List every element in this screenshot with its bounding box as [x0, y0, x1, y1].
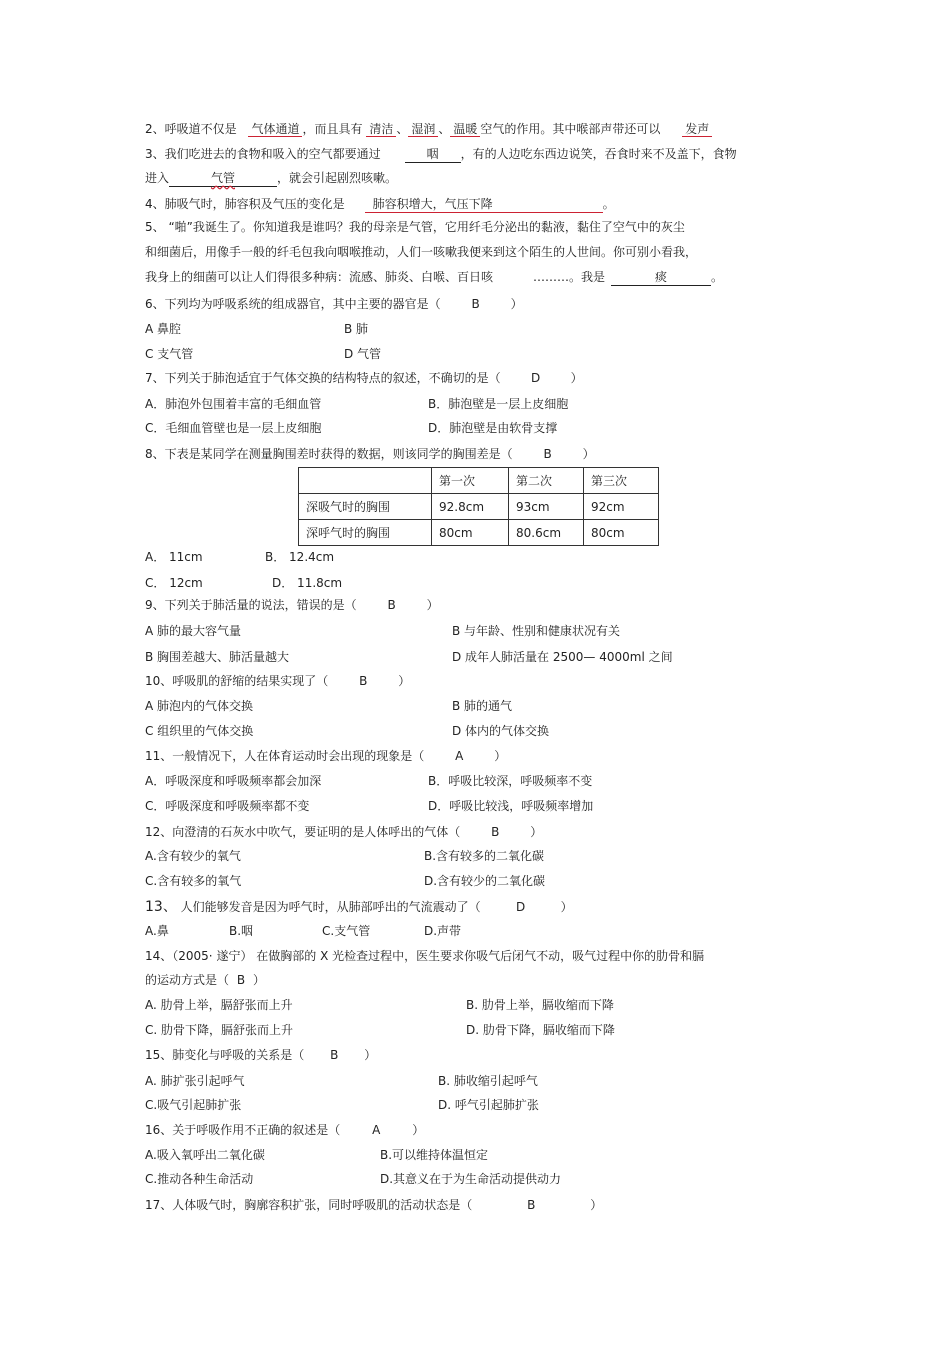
q3-answer-1: 咽: [405, 146, 461, 163]
table-header-cell: 第三次: [584, 468, 659, 494]
q15-option-a: A. 肺扩张引起呼气: [145, 1074, 245, 1088]
q13-close: ）: [560, 900, 573, 914]
q4-answer: 肺容积增大，气压下降: [365, 196, 603, 213]
q6-close: ）: [510, 297, 523, 311]
q14-text: 的运动方式是（: [145, 973, 230, 987]
q17-stem-text: 17、人体吸气时，胸廓容积扩张，同时呼吸肌的活动状态是（: [145, 1198, 473, 1212]
q7-option-d: D．肺泡壁是由软骨支撑: [428, 421, 558, 435]
q12-stem-text: 12、向澄清的石灰水中吹气，要证明的是人体呼出的气体（: [145, 825, 461, 839]
q7-close: ）: [570, 371, 583, 385]
q8-answer: B: [543, 447, 552, 461]
q10-option-d: D 体内的气体交换: [452, 724, 550, 738]
q3-text: 3、我们吃进去的食物和吸入的空气都要通过: [145, 147, 381, 161]
q16-option-b: B.可以维持体温恒定: [380, 1148, 489, 1162]
q10-option-b: B 肺的通气: [452, 699, 513, 713]
q2-answer-2: 清洁: [366, 122, 396, 137]
q3-answer-2: [169, 170, 277, 187]
q3-text: 进入: [145, 171, 170, 185]
q11-stem-text: 11、一般情况下，人在体育运动时会出现的现象是（: [145, 749, 425, 763]
q16-option-a: A.吸入氧呼出二氧化碳: [145, 1148, 265, 1162]
q8-option-c: C． 12cm: [145, 576, 203, 590]
table-header-cell: 第一次: [432, 468, 509, 494]
q13-number: 13、: [145, 899, 177, 915]
q14-answer: B: [236, 973, 246, 987]
q16-stem-text: 16、关于呼吸作用不正确的叙述是（: [145, 1123, 341, 1137]
q6-option-a: A 鼻腔: [145, 322, 182, 336]
q7-answer: D: [531, 371, 541, 385]
q10-stem-text: 10、呼吸肌的舒缩的结果实现了（: [145, 674, 329, 688]
q16-option-d: D.其意义在于为生命活动提供动力: [380, 1172, 562, 1186]
question-5-line-2: 和细菌后，用像手一般的纤毛包我向咽喉推动，人们一咳嗽我便来到这个陌生的人世间。你可别小看我，: [145, 245, 698, 259]
q11-option-b: B．呼吸比较深，呼吸频率不变: [428, 774, 593, 788]
q15-option-b: B. 肺收缩引起呼气: [438, 1074, 538, 1088]
question-8-stem: [145, 446, 595, 462]
q9-option-d: D 成年人肺活量在 2500— 4000ml 之间: [452, 650, 673, 664]
question-15-stem: [145, 1047, 376, 1063]
q14-option-b: B. 肋骨上举，膈收缩而下降: [466, 998, 614, 1012]
q6-option-b: B 肺: [344, 322, 369, 336]
question-13-stem: [145, 899, 573, 915]
q2-answer-4: 温暖: [450, 122, 480, 137]
table-cell: 深呼气时的胸围: [299, 520, 432, 546]
q17-close: ）: [590, 1198, 603, 1212]
q11-answer: A: [455, 749, 464, 763]
q10-close: ）: [398, 674, 411, 688]
q2-answer-3: 湿润: [408, 122, 438, 137]
q9-option-b: B 与年龄、性别和健康状况有关: [452, 624, 621, 638]
q2-text: ，而且具有: [302, 122, 363, 136]
q16-option-c: C.推动各种生命活动: [145, 1172, 254, 1186]
q8-option-a: A． 11cm: [145, 550, 203, 564]
q8-close: ）: [582, 447, 595, 461]
q14-option-d: D. 肋骨下降，膈收缩而下降: [466, 1023, 615, 1037]
q4-text: 4、肺吸气时，肺容积及气压的变化是: [145, 197, 345, 211]
question-9-stem: [145, 597, 439, 613]
question-2: [145, 121, 712, 137]
question-11-stem: [145, 748, 506, 764]
q8-option-b: B． 12.4cm: [265, 550, 335, 564]
chest-measurement-table: [298, 467, 659, 546]
q6-option-d: D 气管: [344, 347, 382, 361]
q14-close: ）: [253, 973, 266, 987]
table-cell: 92cm: [584, 494, 659, 520]
question-14-line-1: 14、（2005· 遂宁） 在做胸部的 X 光检查过程中，医生要求你吸气后闭气不动，吸气过程中你的肋骨和膈: [145, 949, 705, 963]
q12-option-d: D.含有较少的二氧化碳: [424, 874, 546, 888]
q11-option-d: D．呼吸比较浅，呼吸频率增加: [428, 799, 594, 813]
q13-option-c: C.支气管: [322, 924, 371, 938]
q15-close: ）: [364, 1048, 377, 1062]
question-7-stem: [145, 370, 583, 386]
q7-option-c: C．毛细血管壁也是一层上皮细胞: [145, 421, 322, 435]
q9-stem-text: 9、下列关于肺活量的说法，错误的是（: [145, 598, 357, 612]
table-cell: 80cm: [584, 520, 659, 546]
q2-sep: 、: [396, 122, 409, 136]
table-cell: 深吸气时的胸围: [299, 494, 432, 520]
table-header-cell: [299, 468, 432, 494]
q11-close: ）: [494, 749, 507, 763]
q2-text: 2、呼吸道不仅是: [145, 122, 237, 136]
q11-option-a: A．呼吸深度和呼吸频率都会加深: [145, 774, 322, 788]
table-row: [299, 520, 659, 546]
q13-stem-text: 人们能够发音是因为呼气时，从肺部呼出的气流震动了（: [180, 900, 481, 914]
q15-stem-text: 15、肺变化与呼吸的关系是（: [145, 1048, 305, 1062]
q16-close: ）: [412, 1123, 425, 1137]
question-6-stem: [145, 296, 523, 312]
q4-text: 。: [602, 197, 615, 211]
q15-answer: B: [330, 1048, 339, 1062]
q7-stem-text: 7、下列关于肺泡适宜于气体交换的结构特点的叙述，不确切的是（: [145, 371, 501, 385]
question-17-stem: [145, 1197, 602, 1213]
question-5-line-1: 5、 “啪”我诞生了。你知道我是谁吗？我的母亲是气管，它用纤毛分泌出的黏液，黏住了空气中的灰尘: [145, 220, 685, 234]
q9-close: ）: [426, 598, 439, 612]
q3-answer-2-text: 气管: [211, 171, 236, 185]
q12-answer: B: [491, 825, 500, 839]
q14-option-a: A. 肋骨上举，膈舒张而上升: [145, 998, 293, 1012]
q6-answer: B: [471, 297, 480, 311]
q15-option-d: D. 呼气引起肺扩张: [438, 1098, 539, 1112]
q2-answer-5: 发声: [682, 122, 712, 137]
table-header-cell: 第二次: [509, 468, 584, 494]
q3-text: ，就会引起剧烈咳嗽。: [277, 171, 398, 185]
question-5-line-3: [145, 269, 723, 286]
q5-dots: ………: [533, 270, 570, 284]
question-16-stem: [145, 1122, 424, 1138]
q12-option-b: B.含有较多的二氧化碳: [424, 849, 545, 863]
q12-option-a: A.含有较少的氧气: [145, 849, 241, 863]
table-row: [299, 494, 659, 520]
table-cell: 80cm: [432, 520, 509, 546]
q13-option-b: B.咽: [229, 924, 254, 938]
question-4: [145, 196, 615, 213]
table-cell: 92.8cm: [432, 494, 509, 520]
q12-option-c: C.含有较多的氧气: [145, 874, 242, 888]
q5-text: 。: [711, 270, 724, 284]
q9-option-a: A 肺的最大容气量: [145, 624, 242, 638]
q7-option-b: B．肺泡壁是一层上皮细胞: [428, 397, 569, 411]
q6-stem-text: 6、下列均为呼吸系统的组成器官，其中主要的器官是（: [145, 297, 441, 311]
table-cell: 80.6cm: [509, 520, 584, 546]
q5-text: 。我是: [569, 270, 606, 284]
q2-sep: 、: [438, 122, 451, 136]
q8-stem-text: 8、下表是某同学在测量胸围差时获得的数据，则该同学的胸围差是（: [145, 447, 513, 461]
q10-option-a: A 肺泡内的气体交换: [145, 699, 254, 713]
question-10-stem: [145, 673, 410, 689]
q2-answer-1: 气体通道: [248, 122, 302, 137]
q13-option-a: A.鼻: [145, 924, 169, 938]
q2-text: 空气的作用。其中喉部声带还可以: [480, 122, 661, 136]
q5-answer: 痰: [611, 269, 711, 286]
q10-option-c: C 组织里的气体交换: [145, 724, 254, 738]
q16-answer: A: [372, 1123, 381, 1137]
q7-option-a: A．肺泡外包围着丰富的毛细血管: [145, 397, 322, 411]
table-cell: 93cm: [509, 494, 584, 520]
q6-option-c: C 支气管: [145, 347, 194, 361]
question-12-stem: [145, 824, 542, 840]
q12-close: ）: [530, 825, 543, 839]
q3-text: ，有的人边吃东西边说笑，吞食时来不及盖下，食物: [460, 147, 737, 161]
question-3-line-1: [145, 146, 737, 163]
q13-answer: D: [516, 900, 526, 914]
q9-option-c: B 胸围差越大、肺活量越大: [145, 650, 290, 664]
table-header-row: [299, 468, 659, 494]
q11-option-c: C．呼吸深度和呼吸频率都不变: [145, 799, 310, 813]
q15-option-c: C.吸气引起肺扩张: [145, 1098, 242, 1112]
q8-option-d: D． 11.8cm: [272, 576, 343, 590]
q5-text: 我身上的细菌可以让人们得很多种病：流感、肺炎、白喉、百日咳: [145, 270, 494, 284]
q17-answer: B: [527, 1198, 536, 1212]
q10-answer: B: [359, 674, 368, 688]
question-14-line-2: [145, 972, 265, 988]
q9-answer: B: [387, 598, 396, 612]
q14-option-c: C. 肋骨下降，膈舒张而上升: [145, 1023, 294, 1037]
question-3-line-2: [145, 170, 397, 187]
q13-option-d: D.声带: [424, 924, 462, 938]
